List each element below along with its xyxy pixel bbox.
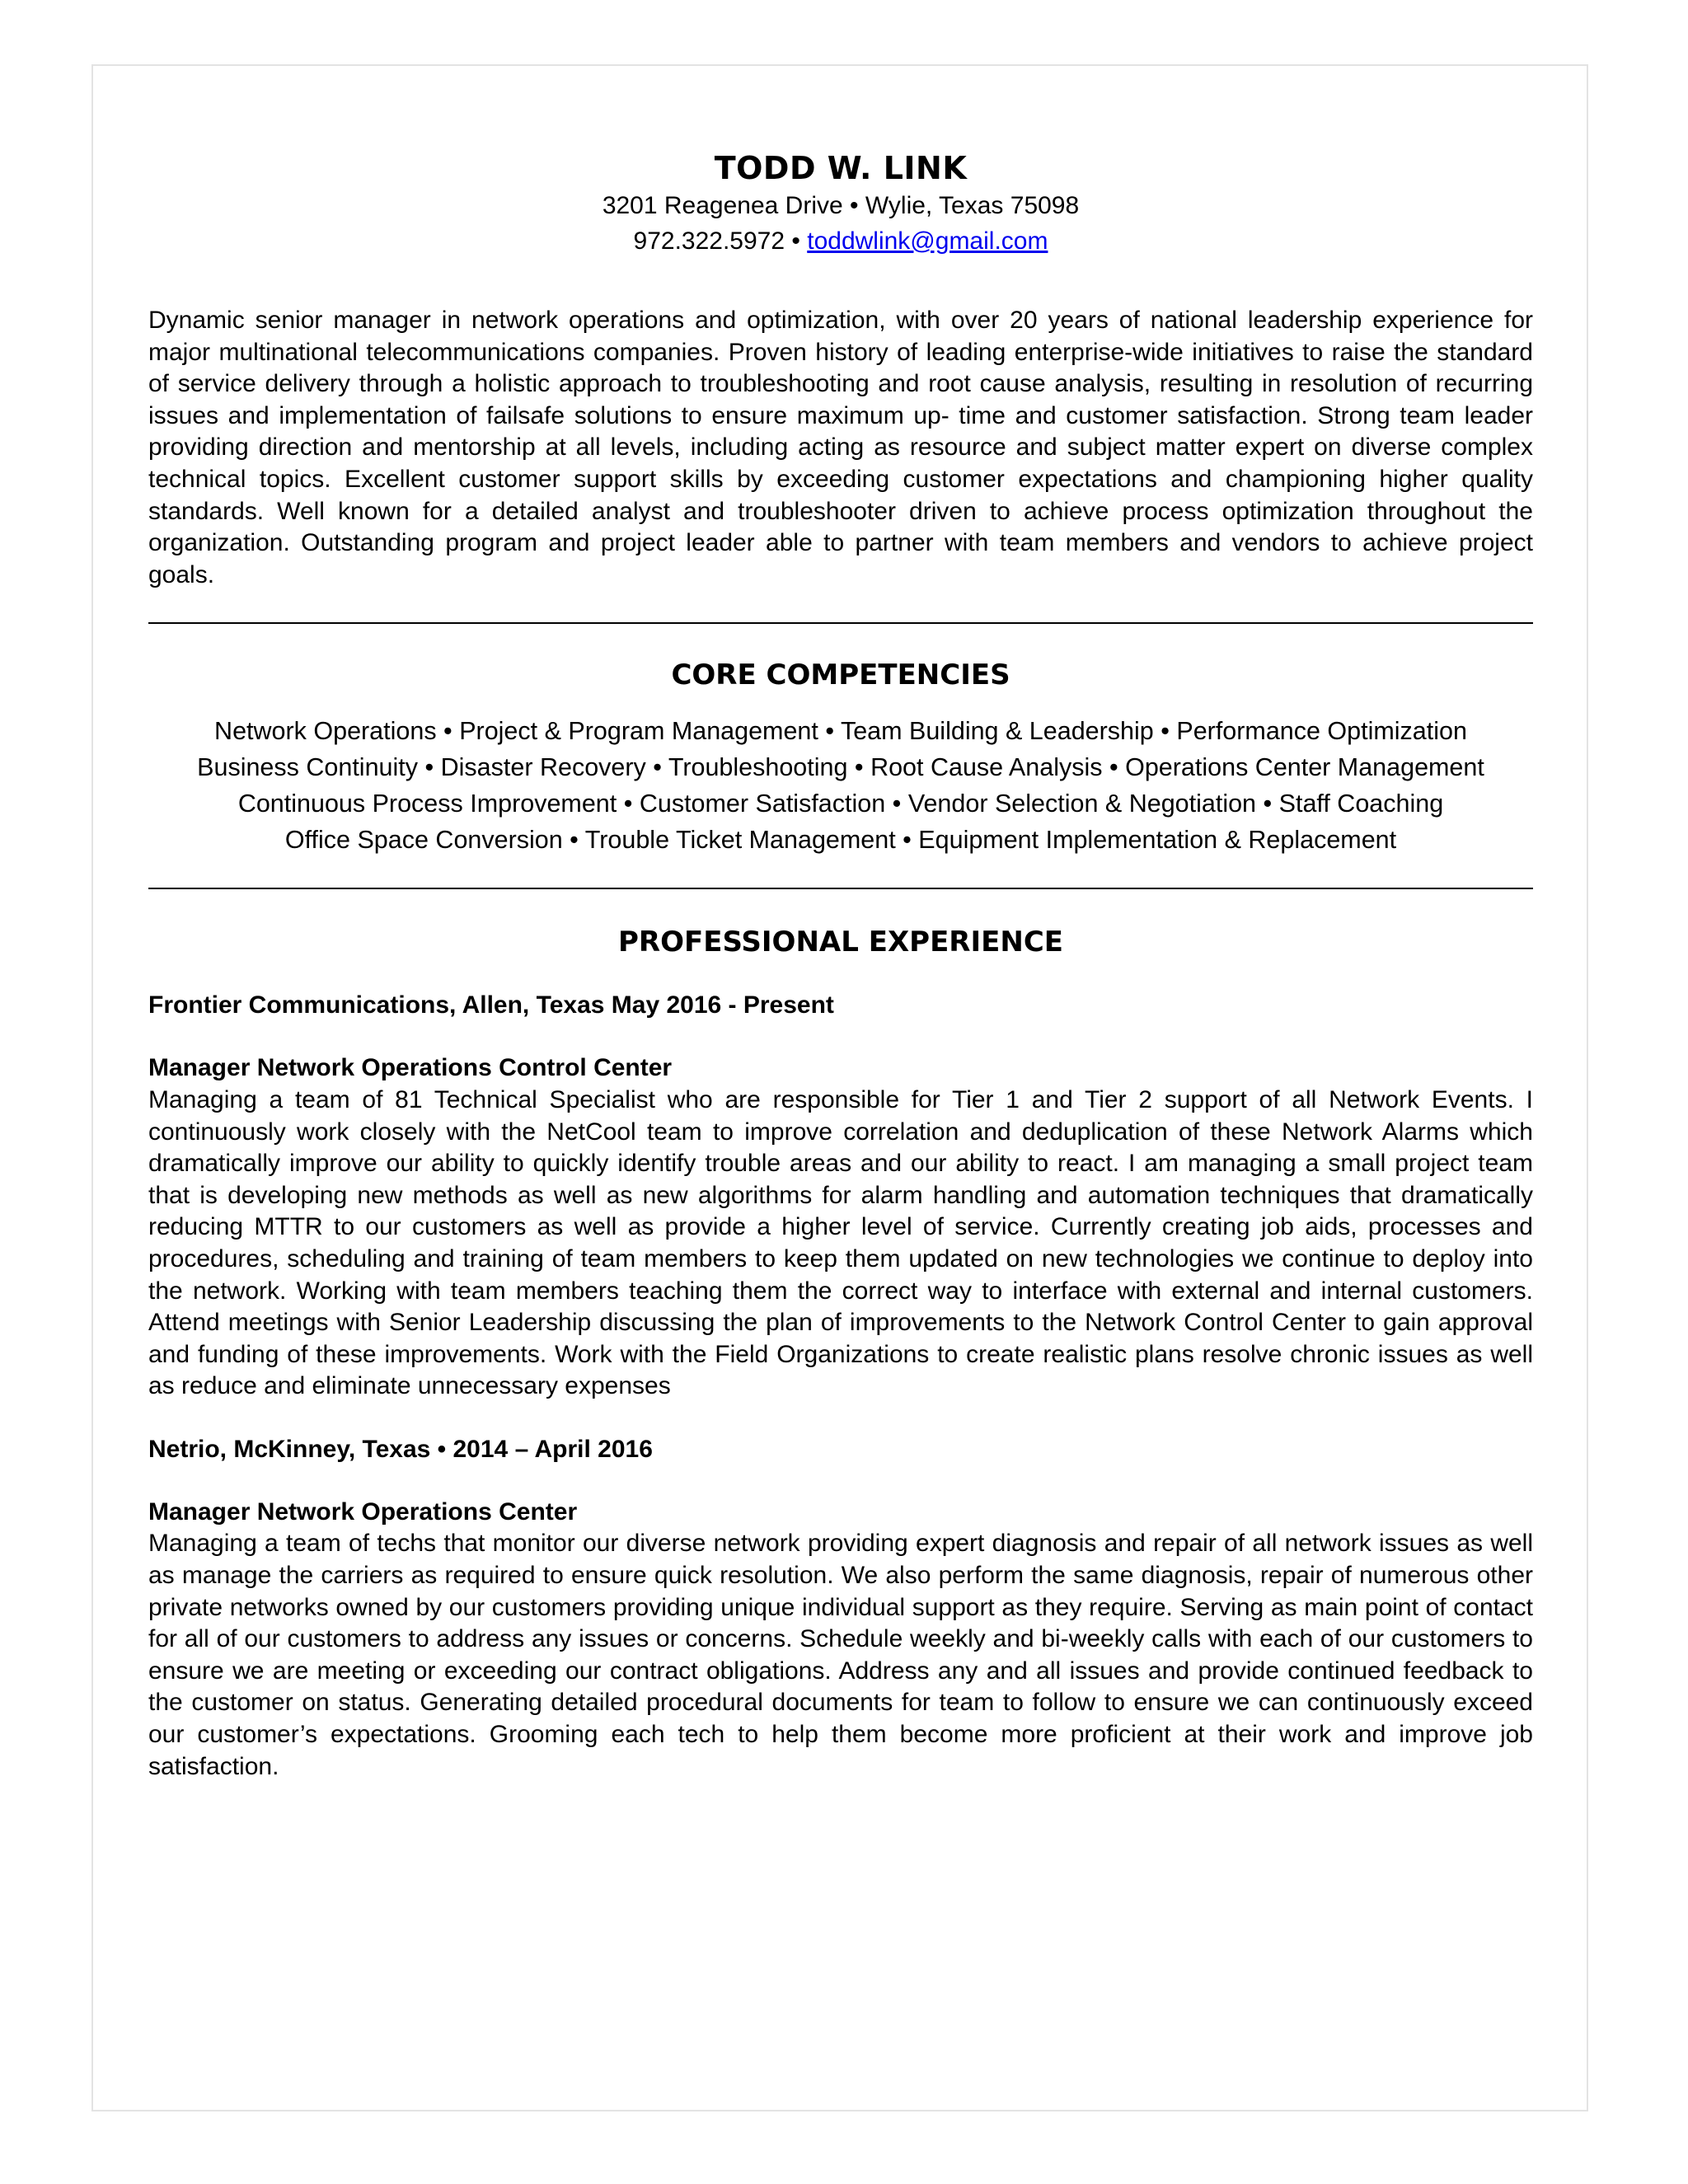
phone-email-line [148,223,1533,259]
email-link[interactable]: toddwlink@gmail.com [807,227,1048,255]
resume-content [148,148,1533,1783]
competencies-line: Network Operations • Project & Program Management • Team Building & Leadership • Performance Optimization [214,717,1467,746]
job-employer-dates: Netrio, McKinney, Texas • 2014 – April 2016 [148,1435,653,1463]
professional-experience-heading: PROFESSIONAL EXPERIENCE [618,926,1063,959]
job-role-title: Manager Network Operations Center [148,1497,578,1526]
competencies-line: Continuous Process Improvement • Customer Satisfaction • Vendor Selection & Negotiation • Staff Coaching [237,790,1444,818]
section-divider [148,888,1533,889]
candidate-name: TODD W. LINK [714,150,968,186]
job-employer-dates: Frontier Communications, Allen, Texas May 2016 - Present [148,991,834,1019]
core-competencies-heading: CORE COMPETENCIES [671,658,1010,692]
section-divider [148,622,1533,624]
job-entry [148,990,1533,1403]
job-description: Managing a team of techs that monitor our diverse network providing expert diagnosis and repair of all network issues as well as manage the carriers as required to ensure quick resolution. We also perform the same diagnosis, repair of numerous other private networks owned by our customers providing unique individual support as they require. Serving as main point of contact for all of our customers to address any issues or concerns. Schedule weekly and bi-weekly calls with each of our customers to ensure we are meeting or exceeding our contract obligations. Address any and all issues and provide continued feedback to the customer on status. Generating detailed procedural documents for team to follow to ensure we can continuously exceed our customer’s expectations. Grooming each tech to help them become more proficient at their work and improve job satisfaction. [148,1530,1533,1780]
job-entry [148,1434,1533,1783]
professional-summary: Dynamic senior manager in network operations and optimization, with over 20 years of national leadership experience for major multinational telecommunications companies. Proven history of leading enterprise-wide initiatives to raise the standard of service delivery through a holistic approach to troubleshooting and root cause analysis, resulting in resolution of recurring issues and implementation of failsafe solutions to ensure maximum up- time and customer satisfaction. Strong team leader providing direction and mentorship at all levels, including acting as resource and subject matter expert on diverse complex technical topics. Excellent customer support skills by exceeding customer expectations and championing higher quality standards. Well known for a detailed analyst and troubleshooter driven to achieve process optimization throughout the organization. Outstanding program and project leader able to partner with team members and vendors to achieve project goals. [148,307,1533,588]
competencies-line: Office Space Conversion • Trouble Ticket Management • Equipment Implementation & Replacement [284,826,1397,855]
phone-number: 972.322.5972 • [633,227,808,255]
competencies-line: Business Continuity • Disaster Recovery • Troubleshooting • Root Cause Analysis • Operations Center Management [197,753,1484,782]
job-description: Managing a team of 81 Technical Specialist who are responsible for Tier 1 and Tier 2 support of all Network Events. I continuously work closely with the NetCool team to improve correlation and deduplication of these Network Alarms which dramatically improve our ability to quickly identify trouble areas and our ability to react. I am managing a small project team that is developing new methods as well as new algorithms for alarm handling and automation techniques that dramatically reducing MTTR to our customers as well as provide a higher level of service. Currently creating job aids, processes and procedures, scheduling and training of team members to keep them updated on new technologies we continue to deploy into the network. Working with team members teaching them the correct way to interface with external and internal customers. Attend meetings with Senior Leadership discussing the plan of improvements to the Network Control Center to gain approval and funding of these improvements. Work with the Field Organizations to create realistic plans resolve chronic issues as well as reduce and eliminate unnecessary expenses [148,1085,1533,1400]
job-role-title: Manager Network Operations Control Center [148,1054,673,1082]
address-line: 3201 Reagenea Drive • Wylie, Texas 75098 [602,192,1080,219]
competencies-list [148,713,1533,858]
